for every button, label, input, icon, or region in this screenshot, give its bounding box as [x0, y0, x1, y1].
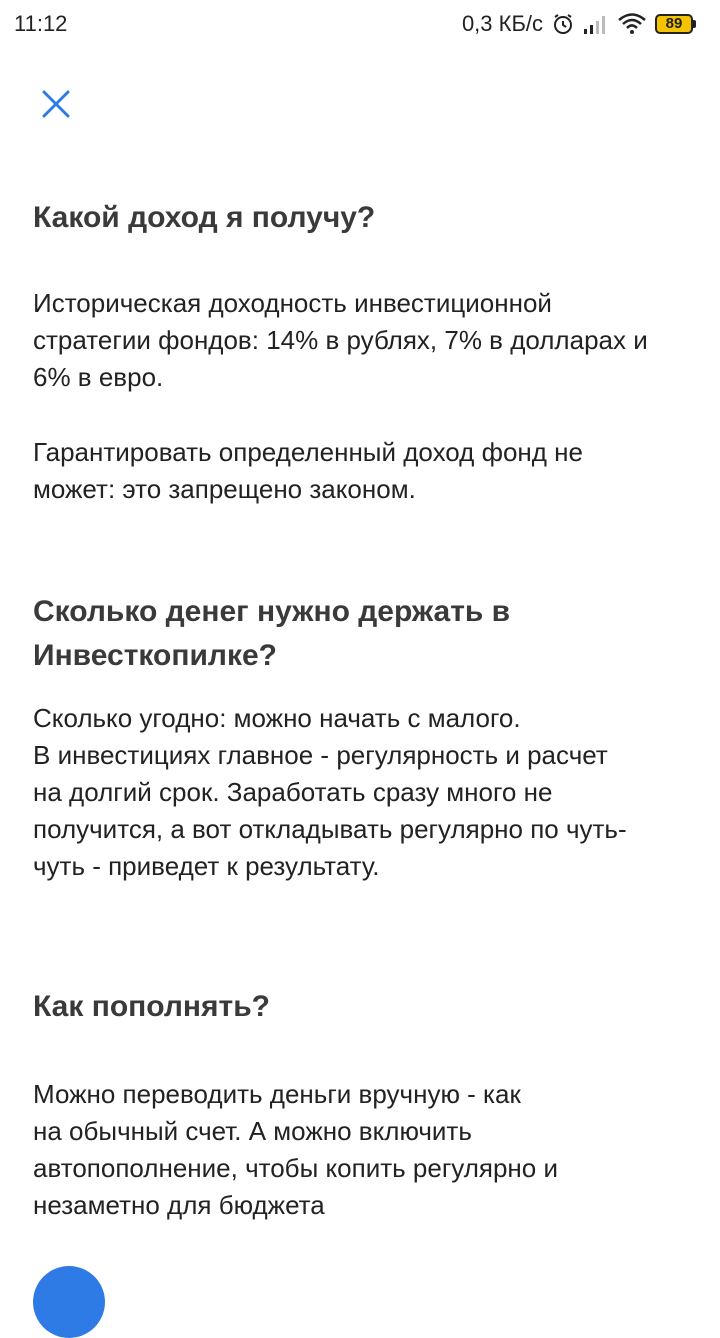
network-speed: 0,3 КБ/с: [461, 11, 543, 36]
section-heading-income: Какой доход я получу?: [33, 201, 376, 234]
section-paragraph-income-2: Гарантировать определенный доход фонд не может: это запрещено законом.: [33, 437, 583, 504]
status-bar: [0, 0, 720, 48]
section-heading-amount: Сколько денег нужно держать в Инвесткопилке?: [33, 595, 511, 672]
bottom-action-icon[interactable]: [33, 1266, 105, 1338]
close-icon: [41, 89, 71, 119]
alarm-icon: [551, 12, 575, 36]
wifi-icon: [617, 13, 647, 35]
section-paragraph-topup: Можно переводить деньги вручную - как на обычный счет. А можно включить автопополнение, чтобы копить регулярно и незаметно для бюджета: [33, 1079, 559, 1220]
section-paragraph-amount: Сколько угодно: можно начать с малого. В инвестициях главное - регулярность и расчет на долгий срок. Заработать сразу много не получится, а вот откладывать регулярно по чуть- чуть - приведет к результату.: [33, 703, 627, 881]
status-icons: [462, 11, 696, 37]
status-time: 11:12: [14, 11, 68, 36]
section-heading-topup: Как пополнять?: [33, 990, 270, 1023]
section-paragraph-income-1: Историческая доходность инвестиционной стратегии фондов: 14% в рублях, 7% в долларах и 6% в евро.: [33, 288, 648, 392]
close-button[interactable]: [32, 80, 80, 128]
battery-level: 89: [655, 14, 693, 34]
signal-icon: [583, 13, 609, 35]
battery-icon: [655, 14, 696, 34]
